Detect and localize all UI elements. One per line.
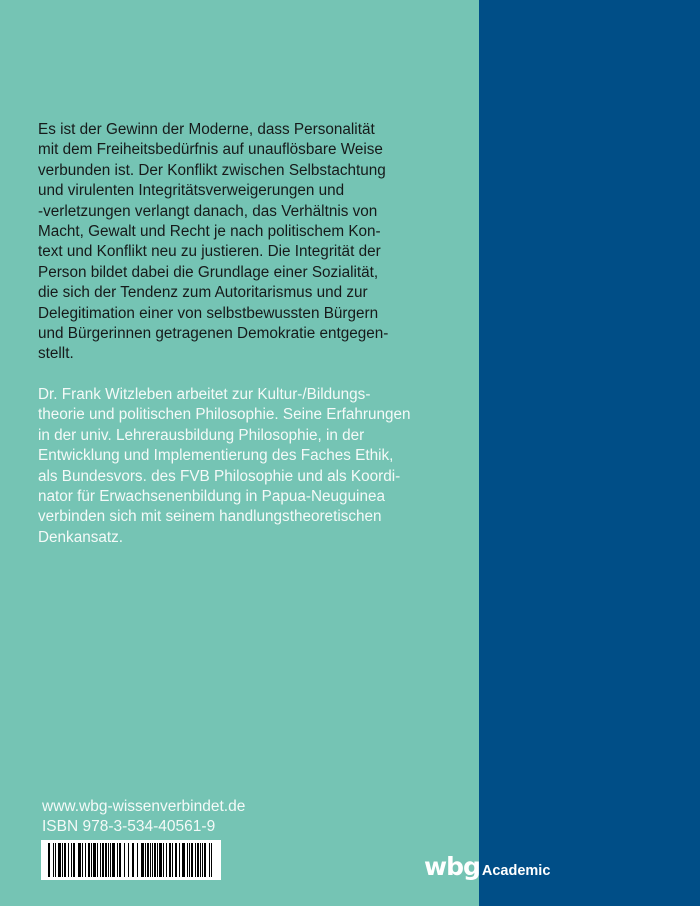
author-line: nator für Erwachsenenbildung in Papua-Neuguinea [38, 487, 385, 505]
isbn-number: ISBN 978-3-534-40561-9 [42, 818, 216, 835]
barcode [41, 840, 221, 880]
author-line: verbinden sich mit seinem handlungstheoretischen [38, 508, 382, 526]
author-paragraph [38, 385, 422, 548]
author-line: theorie und politischen Philosophie. Seine Erfahrungen [38, 406, 411, 424]
logo-academic-text: Academic [481, 863, 551, 879]
summary-line: Es ist der Gewinn der Moderne, dass Personalität [38, 121, 375, 138]
summary-line: Macht, Gewalt und Recht je nach politischem Kon- [38, 223, 381, 241]
summary-line: mit dem Freiheitsbedürfnis auf unauflösbare Weise [38, 141, 383, 159]
author-line: Entwicklung und Implementierung des Faches Ethik, [38, 447, 394, 465]
logo-wbg-text: wbg [424, 852, 480, 881]
summary-line: stellt. [38, 345, 74, 363]
barcode-icon [46, 843, 216, 877]
publisher-url: www.wbg-wissenverbindet.de [42, 798, 246, 815]
publisher-logo [424, 852, 550, 888]
summary-line: text und Konflikt neu zu justieren. Die Integrität der [38, 243, 381, 261]
back-cover-blurb [38, 120, 422, 548]
summary-paragraph [38, 120, 422, 365]
summary-line: und Bürgerinnen getragenen Demokratie entgegen- [38, 325, 389, 343]
summary-line: Delegitimation einer von selbstbewussten Bürgern [38, 304, 379, 322]
summary-line: die sich der Tendenz zum Autoritarismus und zur [38, 284, 368, 302]
author-line: Denkansatz. [38, 528, 124, 546]
author-line: als Bundesvors. des FVB Philosophie und als Koordi- [38, 467, 401, 485]
author-line: Dr. Frank Witzleben arbeitet zur Kultur-/Bildungs- [38, 385, 371, 403]
summary-line: verbunden ist. Der Konflikt zwischen Selbstachtung [38, 161, 386, 179]
summary-line: -verletzungen verlangt danach, das Verhältnis von [38, 202, 378, 220]
author-line: in der univ. Lehrerausbildung Philosophie, in der [38, 426, 365, 444]
blue-color-band [479, 0, 700, 906]
summary-line: Person bildet dabei die Grundlage einer Sozialität, [38, 263, 379, 281]
summary-line: und virulenten Integritätsverweigerungen und [38, 182, 345, 200]
